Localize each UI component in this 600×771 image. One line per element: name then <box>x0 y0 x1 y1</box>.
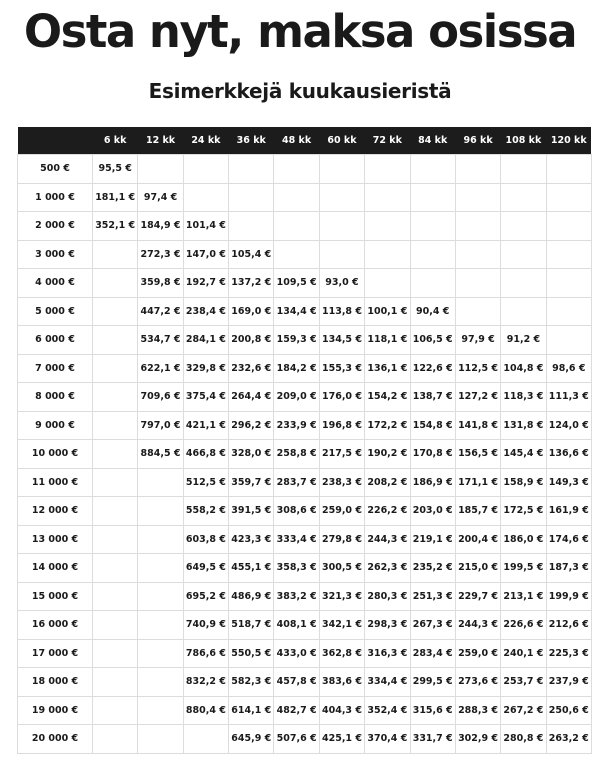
payment-cell: 308,6 € <box>274 497 319 526</box>
payment-cell: 423,3 € <box>229 525 274 554</box>
payment-cell: 425,1 € <box>319 725 364 754</box>
header-cell-amount <box>18 127 93 155</box>
payment-cell: 321,3 € <box>319 582 364 611</box>
table-row <box>18 696 592 725</box>
payment-cell: 316,3 € <box>365 639 410 668</box>
payment-cell: 279,8 € <box>319 525 364 554</box>
payment-cell <box>93 411 138 440</box>
header-cell-term: 6 kk <box>93 127 138 155</box>
payment-cell: 383,2 € <box>274 582 319 611</box>
payment-cell: 272,3 € <box>138 240 183 269</box>
payment-cell: 186,9 € <box>410 468 455 497</box>
payment-cell <box>546 326 591 355</box>
payment-cell <box>183 183 228 212</box>
payment-cell: 200,8 € <box>229 326 274 355</box>
payment-cell: 740,9 € <box>183 611 228 640</box>
payment-cell: 283,7 € <box>274 468 319 497</box>
payment-cell: 147,0 € <box>183 240 228 269</box>
payment-cell <box>365 269 410 298</box>
payment-cell: 342,1 € <box>319 611 364 640</box>
payment-cell <box>138 582 183 611</box>
installment-table <box>17 127 592 754</box>
payment-cell: 455,1 € <box>229 554 274 583</box>
payment-cell: 141,8 € <box>455 411 500 440</box>
payment-cell: 212,6 € <box>546 611 591 640</box>
amount-cell: 9 000 € <box>18 411 93 440</box>
payment-cell <box>138 468 183 497</box>
payment-cell: 298,3 € <box>365 611 410 640</box>
payment-cell <box>138 554 183 583</box>
payment-cell: 328,0 € <box>229 440 274 469</box>
payment-cell: 582,3 € <box>229 668 274 697</box>
payment-cell <box>93 383 138 412</box>
payment-cell: 375,4 € <box>183 383 228 412</box>
payment-cell: 296,2 € <box>229 411 274 440</box>
payment-cell <box>274 240 319 269</box>
payment-cell: 482,7 € <box>274 696 319 725</box>
payment-cell: 138,7 € <box>410 383 455 412</box>
payment-cell <box>365 212 410 241</box>
table-row <box>18 383 592 412</box>
payment-cell: 232,6 € <box>229 354 274 383</box>
payment-cell: 219,1 € <box>410 525 455 554</box>
payment-cell: 331,7 € <box>410 725 455 754</box>
payment-cell: 302,9 € <box>455 725 500 754</box>
payment-cell <box>93 639 138 668</box>
payment-cell: 181,1 € <box>93 183 138 212</box>
payment-cell: 104,8 € <box>501 354 546 383</box>
payment-cell <box>319 155 364 184</box>
payment-cell: 603,8 € <box>183 525 228 554</box>
table-row <box>18 297 592 326</box>
payment-cell: 334,4 € <box>365 668 410 697</box>
table-row <box>18 326 592 355</box>
amount-cell: 10 000 € <box>18 440 93 469</box>
payment-cell <box>455 212 500 241</box>
payment-cell: 280,8 € <box>501 725 546 754</box>
payment-cell: 208,2 € <box>365 468 410 497</box>
payment-cell: 466,8 € <box>183 440 228 469</box>
payment-cell: 259,0 € <box>319 497 364 526</box>
payment-cell: 174,6 € <box>546 525 591 554</box>
payment-cell: 233,9 € <box>274 411 319 440</box>
payment-cell: 185,7 € <box>455 497 500 526</box>
amount-cell: 2 000 € <box>18 212 93 241</box>
amount-cell: 3 000 € <box>18 240 93 269</box>
payment-cell: 158,9 € <box>501 468 546 497</box>
payment-cell <box>501 297 546 326</box>
amount-cell: 13 000 € <box>18 525 93 554</box>
payment-cell: 213,1 € <box>501 582 546 611</box>
payment-cell: 329,8 € <box>183 354 228 383</box>
payment-cell: 149,3 € <box>546 468 591 497</box>
payment-cell <box>501 269 546 298</box>
payment-cell: 709,6 € <box>138 383 183 412</box>
payment-cell: 259,0 € <box>455 639 500 668</box>
amount-cell: 5 000 € <box>18 297 93 326</box>
payment-cell <box>93 354 138 383</box>
payment-cell: 645,9 € <box>229 725 274 754</box>
page-subtitle: Esimerkkejä kuukausieristä <box>148 79 452 103</box>
header-cell-term: 84 kk <box>410 127 455 155</box>
header-cell-term: 60 kk <box>319 127 364 155</box>
payment-cell: 250,6 € <box>546 696 591 725</box>
payment-cell: 186,0 € <box>501 525 546 554</box>
payment-cell: 169,0 € <box>229 297 274 326</box>
payment-cell: 161,9 € <box>546 497 591 526</box>
payment-cell: 176,0 € <box>319 383 364 412</box>
payment-cell: 283,4 € <box>410 639 455 668</box>
payment-cell: 113,8 € <box>319 297 364 326</box>
payment-cell: 370,4 € <box>365 725 410 754</box>
payment-cell: 154,2 € <box>365 383 410 412</box>
payment-cell: 880,4 € <box>183 696 228 725</box>
payment-cell: 280,3 € <box>365 582 410 611</box>
payment-cell <box>93 554 138 583</box>
payment-cell <box>274 155 319 184</box>
payment-cell: 550,5 € <box>229 639 274 668</box>
payment-cell: 352,4 € <box>365 696 410 725</box>
page-title: Osta nyt, maksa osissa <box>23 5 577 58</box>
payment-cell: 695,2 € <box>183 582 228 611</box>
payment-cell: 118,3 € <box>501 383 546 412</box>
amount-cell: 4 000 € <box>18 269 93 298</box>
payment-cell: 101,4 € <box>183 212 228 241</box>
header-cell-term: 12 kk <box>138 127 183 155</box>
amount-cell: 6 000 € <box>18 326 93 355</box>
payment-cell: 111,3 € <box>546 383 591 412</box>
payment-cell <box>93 497 138 526</box>
payment-cell: 447,2 € <box>138 297 183 326</box>
payment-cell: 203,0 € <box>410 497 455 526</box>
payment-cell <box>319 212 364 241</box>
amount-cell: 8 000 € <box>18 383 93 412</box>
payment-cell: 155,3 € <box>319 354 364 383</box>
payment-cell: 196,8 € <box>319 411 364 440</box>
payment-cell: 614,1 € <box>229 696 274 725</box>
payment-cell: 534,7 € <box>138 326 183 355</box>
payment-cell: 229,7 € <box>455 582 500 611</box>
payment-cell: 159,3 € <box>274 326 319 355</box>
payment-cell: 408,1 € <box>274 611 319 640</box>
payment-cell <box>546 269 591 298</box>
payment-cell: 190,2 € <box>365 440 410 469</box>
payment-cell: 209,0 € <box>274 383 319 412</box>
payment-cell <box>138 639 183 668</box>
payment-cell: 512,5 € <box>183 468 228 497</box>
payment-cell <box>138 725 183 754</box>
payment-cell: 137,2 € <box>229 269 274 298</box>
table-body <box>18 155 592 754</box>
payment-cell: 184,2 € <box>274 354 319 383</box>
payment-cell: 109,5 € <box>274 269 319 298</box>
payment-cell <box>365 155 410 184</box>
payment-cell: 258,8 € <box>274 440 319 469</box>
table-row <box>18 611 592 640</box>
payment-cell <box>455 155 500 184</box>
header-cell-term: 72 kk <box>365 127 410 155</box>
payment-cell: 359,7 € <box>229 468 274 497</box>
payment-cell: 98,6 € <box>546 354 591 383</box>
header-cell-term: 120 kk <box>546 127 591 155</box>
payment-cell: 299,5 € <box>410 668 455 697</box>
payment-cell: 238,3 € <box>319 468 364 497</box>
payment-cell: 172,5 € <box>501 497 546 526</box>
payment-cell: 267,2 € <box>501 696 546 725</box>
payment-cell <box>455 183 500 212</box>
payment-cell: 649,5 € <box>183 554 228 583</box>
table-row <box>18 155 592 184</box>
payment-cell: 170,8 € <box>410 440 455 469</box>
payment-cell: 253,7 € <box>501 668 546 697</box>
payment-cell: 225,3 € <box>546 639 591 668</box>
payment-cell: 315,6 € <box>410 696 455 725</box>
payment-cell <box>455 240 500 269</box>
header-cell-term: 108 kk <box>501 127 546 155</box>
payment-cell <box>410 240 455 269</box>
table-row <box>18 269 592 298</box>
payment-cell <box>365 183 410 212</box>
amount-cell: 20 000 € <box>18 725 93 754</box>
amount-cell: 14 000 € <box>18 554 93 583</box>
amount-cell: 15 000 € <box>18 582 93 611</box>
payment-cell: 226,6 € <box>501 611 546 640</box>
payment-cell <box>501 183 546 212</box>
header-cell-term: 96 kk <box>455 127 500 155</box>
payment-cell: 226,2 € <box>365 497 410 526</box>
payment-cell: 95,5 € <box>93 155 138 184</box>
payment-cell: 507,6 € <box>274 725 319 754</box>
payment-cell <box>93 440 138 469</box>
payment-cell: 267,3 € <box>410 611 455 640</box>
payment-cell: 797,0 € <box>138 411 183 440</box>
payment-cell <box>274 212 319 241</box>
payment-cell: 359,8 € <box>138 269 183 298</box>
payment-cell: 134,5 € <box>319 326 364 355</box>
payment-cell: 154,8 € <box>410 411 455 440</box>
payment-cell: 199,9 € <box>546 582 591 611</box>
payment-cell: 433,0 € <box>274 639 319 668</box>
payment-cell <box>410 212 455 241</box>
payment-cell: 217,5 € <box>319 440 364 469</box>
payment-cell <box>138 497 183 526</box>
payment-cell <box>138 525 183 554</box>
payment-cell <box>138 696 183 725</box>
amount-cell: 16 000 € <box>18 611 93 640</box>
payment-cell <box>229 155 274 184</box>
payment-cell: 358,3 € <box>274 554 319 583</box>
table-header-row <box>18 127 592 155</box>
payment-cell <box>93 611 138 640</box>
amount-cell: 12 000 € <box>18 497 93 526</box>
payment-cell: 352,1 € <box>93 212 138 241</box>
table-row <box>18 554 592 583</box>
payment-cell <box>93 468 138 497</box>
header-cell-term: 24 kk <box>183 127 228 155</box>
payment-cell: 457,8 € <box>274 668 319 697</box>
payment-cell: 240,1 € <box>501 639 546 668</box>
payment-cell: 131,8 € <box>501 411 546 440</box>
amount-cell: 11 000 € <box>18 468 93 497</box>
payment-cell <box>410 155 455 184</box>
payment-cell: 105,4 € <box>229 240 274 269</box>
payment-cell: 238,4 € <box>183 297 228 326</box>
payment-cell: 171,1 € <box>455 468 500 497</box>
payment-cell <box>183 155 228 184</box>
payment-cell <box>410 269 455 298</box>
table-row <box>18 468 592 497</box>
payment-cell <box>93 297 138 326</box>
payment-cell: 90,4 € <box>410 297 455 326</box>
payment-cell: 136,6 € <box>546 440 591 469</box>
table-row <box>18 497 592 526</box>
payment-cell: 136,1 € <box>365 354 410 383</box>
payment-cell: 251,3 € <box>410 582 455 611</box>
amount-cell: 18 000 € <box>18 668 93 697</box>
table-row <box>18 240 592 269</box>
payment-cell: 118,1 € <box>365 326 410 355</box>
payment-cell <box>93 326 138 355</box>
payment-cell <box>93 696 138 725</box>
payment-cell: 91,2 € <box>501 326 546 355</box>
payment-cell <box>229 212 274 241</box>
payment-cell: 284,1 € <box>183 326 228 355</box>
payment-cell <box>410 183 455 212</box>
payment-cell <box>455 269 500 298</box>
payment-cell <box>319 183 364 212</box>
table-row <box>18 639 592 668</box>
payment-cell: 97,9 € <box>455 326 500 355</box>
payment-cell: 215,0 € <box>455 554 500 583</box>
payment-cell: 235,2 € <box>410 554 455 583</box>
payment-cell: 262,3 € <box>365 554 410 583</box>
payment-cell <box>546 183 591 212</box>
amount-cell: 7 000 € <box>18 354 93 383</box>
payment-cell: 832,2 € <box>183 668 228 697</box>
payment-cell: 93,0 € <box>319 269 364 298</box>
payment-cell <box>138 668 183 697</box>
payment-cell: 333,4 € <box>274 525 319 554</box>
amount-cell: 17 000 € <box>18 639 93 668</box>
payment-cell <box>319 240 364 269</box>
payment-cell <box>546 212 591 241</box>
table-row <box>18 525 592 554</box>
payment-cell: 884,5 € <box>138 440 183 469</box>
payment-cell: 127,2 € <box>455 383 500 412</box>
payment-cell <box>93 668 138 697</box>
payment-cell <box>501 155 546 184</box>
amount-cell: 500 € <box>18 155 93 184</box>
payment-cell: 421,1 € <box>183 411 228 440</box>
payment-cell: 264,4 € <box>229 383 274 412</box>
payment-cell: 122,6 € <box>410 354 455 383</box>
payment-cell <box>546 155 591 184</box>
payment-cell: 622,1 € <box>138 354 183 383</box>
payment-cell <box>455 297 500 326</box>
payment-cell: 362,8 € <box>319 639 364 668</box>
amount-cell: 19 000 € <box>18 696 93 725</box>
payment-cell: 244,3 € <box>365 525 410 554</box>
payment-cell <box>546 240 591 269</box>
payment-cell: 100,1 € <box>365 297 410 326</box>
payment-cell <box>93 725 138 754</box>
payment-cell <box>183 725 228 754</box>
amount-cell: 1 000 € <box>18 183 93 212</box>
payment-cell <box>365 240 410 269</box>
payment-cell: 106,5 € <box>410 326 455 355</box>
payment-cell: 124,0 € <box>546 411 591 440</box>
payment-cell: 288,3 € <box>455 696 500 725</box>
payment-cell: 200,4 € <box>455 525 500 554</box>
payment-cell: 134,4 € <box>274 297 319 326</box>
payment-cell <box>93 269 138 298</box>
payment-cell: 237,9 € <box>546 668 591 697</box>
payment-cell <box>546 297 591 326</box>
payment-cell: 786,6 € <box>183 639 228 668</box>
payment-cell: 187,3 € <box>546 554 591 583</box>
payment-cell <box>274 183 319 212</box>
payment-cell: 184,9 € <box>138 212 183 241</box>
payment-cell <box>138 611 183 640</box>
payment-cell <box>229 183 274 212</box>
payment-cell: 391,5 € <box>229 497 274 526</box>
payment-cell <box>501 212 546 241</box>
payment-cell: 112,5 € <box>455 354 500 383</box>
payment-cell <box>93 240 138 269</box>
table-row <box>18 668 592 697</box>
payment-cell: 273,6 € <box>455 668 500 697</box>
payment-cell <box>501 240 546 269</box>
payment-cell: 383,6 € <box>319 668 364 697</box>
payment-cell <box>138 155 183 184</box>
payment-cell: 558,2 € <box>183 497 228 526</box>
table-row <box>18 725 592 754</box>
header-cell-term: 36 kk <box>229 127 274 155</box>
table-row <box>18 183 592 212</box>
payment-cell: 145,4 € <box>501 440 546 469</box>
table-row <box>18 411 592 440</box>
payment-cell <box>93 525 138 554</box>
table-row <box>18 582 592 611</box>
payment-cell: 172,2 € <box>365 411 410 440</box>
table-row <box>18 354 592 383</box>
payment-cell: 192,7 € <box>183 269 228 298</box>
payment-cell: 263,2 € <box>546 725 591 754</box>
payment-cell: 199,5 € <box>501 554 546 583</box>
payment-cell: 300,5 € <box>319 554 364 583</box>
payment-cell: 97,4 € <box>138 183 183 212</box>
payment-cell: 486,9 € <box>229 582 274 611</box>
payment-cell: 244,3 € <box>455 611 500 640</box>
payment-cell: 404,3 € <box>319 696 364 725</box>
payment-cell: 518,7 € <box>229 611 274 640</box>
payment-cell: 156,5 € <box>455 440 500 469</box>
payment-cell <box>93 582 138 611</box>
header-cell-term: 48 kk <box>274 127 319 155</box>
table-row <box>18 212 592 241</box>
table-row <box>18 440 592 469</box>
